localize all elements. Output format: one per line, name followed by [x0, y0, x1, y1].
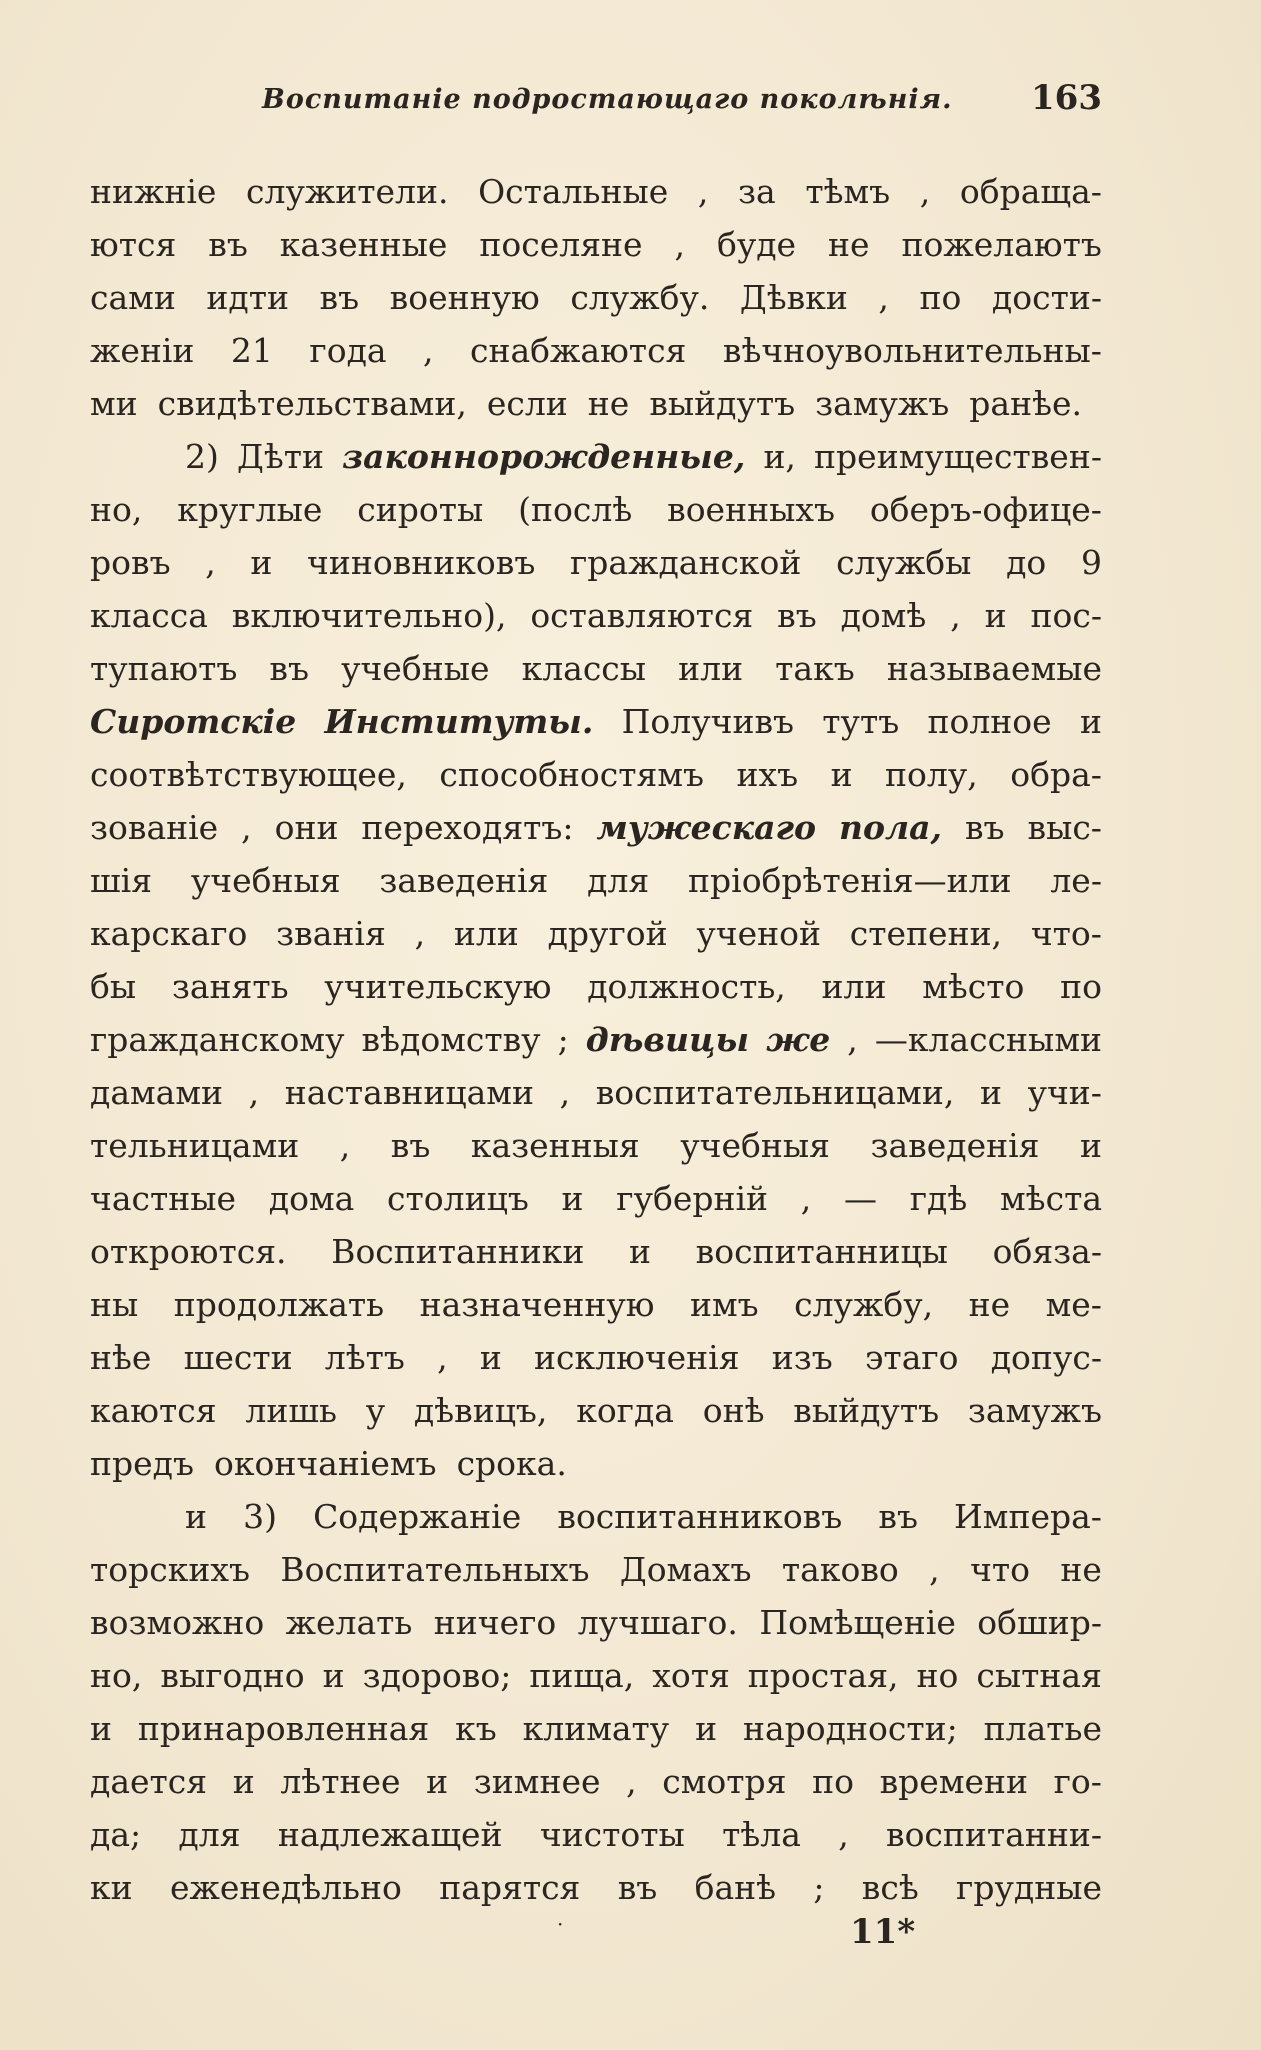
word: служители.	[246, 172, 449, 211]
word: частные	[90, 1179, 237, 1218]
word: ничего	[433, 1603, 557, 1642]
word: Содержанiе	[313, 1497, 522, 1536]
word: классы	[521, 649, 647, 688]
text-line	[90, 1437, 1102, 1490]
word: срока.	[456, 1444, 567, 1483]
word: къ	[455, 1709, 497, 1748]
word: всѣ	[861, 1868, 919, 1907]
word: дѣвицы	[585, 1020, 750, 1059]
word: переходятъ:	[361, 808, 574, 847]
word: по	[812, 1762, 854, 1801]
word: въ	[269, 649, 309, 688]
word: для	[587, 861, 650, 900]
word: желать	[285, 1603, 413, 1642]
word: онѣ	[702, 1391, 765, 1430]
word: не	[968, 1285, 1011, 1324]
word: дѣвицъ,	[413, 1391, 548, 1430]
word: предъ	[90, 1444, 194, 1483]
word: чиновниковъ	[307, 543, 536, 582]
word: должность,	[587, 967, 786, 1006]
word: лѣтъ	[324, 1338, 405, 1377]
text-line	[90, 1861, 1102, 1914]
word: ны	[90, 1285, 139, 1324]
word: столицъ	[387, 1179, 529, 1218]
word: ле-	[1050, 861, 1102, 900]
word: каются	[90, 1391, 217, 1430]
word: откроются.	[90, 1232, 287, 1271]
word: года	[309, 331, 387, 370]
text-line	[90, 1331, 1102, 1384]
text-line	[90, 642, 1102, 695]
text-line	[90, 748, 1102, 801]
word: и	[479, 1338, 502, 1377]
text-line	[90, 801, 1102, 854]
word: у	[365, 1391, 386, 1430]
word: службу.	[570, 278, 710, 317]
word: полное	[927, 702, 1052, 741]
text-line	[90, 1490, 1102, 1543]
word: выйдутъ	[793, 1391, 940, 1430]
word: банѣ	[694, 1868, 777, 1907]
word: сытная	[976, 1656, 1102, 1695]
word: зимнее	[473, 1762, 601, 1801]
word: чистоты	[539, 1815, 685, 1854]
text-line	[90, 271, 1102, 324]
page-header	[262, 78, 1102, 128]
word: круглые	[177, 490, 323, 529]
word: Импера-	[954, 1497, 1102, 1536]
word: и	[628, 1232, 651, 1271]
word: ровъ	[90, 543, 171, 582]
word: ются	[90, 225, 177, 264]
word: Получивъ	[621, 702, 795, 741]
word: нижнiе	[90, 172, 217, 211]
running-title: Воспитанiе подростающаго поколѣнiя.	[262, 84, 953, 115]
word: обраща-	[959, 172, 1102, 211]
word: лишь	[245, 1391, 337, 1430]
word: лучшаго.	[577, 1603, 738, 1642]
text-line	[90, 324, 1102, 377]
word: включительно),	[231, 596, 507, 635]
word: тельницами	[90, 1126, 300, 1165]
text-line	[90, 1808, 1102, 1861]
footer-dot: ·	[557, 1912, 564, 1936]
word: ,	[950, 596, 961, 635]
word: выйдутъ	[649, 384, 796, 423]
text-line	[90, 1172, 1102, 1225]
word: обяза-	[992, 1232, 1102, 1271]
word: тупаютъ	[90, 649, 238, 688]
word: и,	[763, 437, 796, 476]
word: соотвѣтствующее,	[90, 755, 407, 794]
word: ;	[557, 1020, 569, 1059]
word: что	[970, 1550, 1031, 1589]
word: замужъ	[967, 1391, 1102, 1430]
word: такъ	[775, 649, 855, 688]
word: въ	[964, 808, 1005, 847]
word: пожелаютъ	[901, 225, 1102, 264]
word: ,	[838, 1815, 849, 1854]
word: ,	[437, 1338, 448, 1377]
word: гражданскому	[90, 1020, 345, 1059]
word: 2)	[185, 437, 219, 476]
word: обшир-	[977, 1603, 1102, 1642]
word: другой	[547, 914, 668, 953]
word: народности;	[743, 1709, 958, 1748]
word: тѣла	[722, 1815, 801, 1854]
word: да;	[90, 1815, 142, 1854]
word: этаго	[864, 1338, 959, 1377]
text-line	[90, 1066, 1102, 1119]
word: но,	[90, 490, 143, 529]
word: сироты	[357, 490, 484, 529]
word: въ	[617, 1868, 658, 1907]
word: карскаго	[90, 914, 248, 953]
word: допус-	[990, 1338, 1102, 1377]
word: грудные	[956, 1868, 1102, 1907]
word: и	[984, 596, 1007, 635]
word: Институты.	[324, 702, 594, 741]
text-line	[90, 960, 1102, 1013]
text-line	[90, 854, 1102, 907]
word: простая,	[747, 1656, 899, 1695]
word: дамами	[90, 1073, 223, 1112]
text-line	[90, 1013, 1102, 1066]
word: зованiе	[90, 808, 219, 847]
word: въ	[878, 1497, 918, 1536]
word: еженедѣльно	[169, 1868, 402, 1907]
text-line	[90, 536, 1102, 589]
page-number: 163	[1031, 78, 1102, 118]
text-line	[90, 1119, 1102, 1172]
word: по	[919, 278, 962, 317]
word: выс-	[1027, 808, 1102, 847]
word: принаровленная	[137, 1709, 430, 1748]
text-line	[90, 695, 1102, 748]
word: если	[486, 384, 568, 423]
word: гражданской	[570, 543, 802, 582]
word: (послѣ	[518, 490, 633, 529]
word: но	[916, 1656, 959, 1695]
word: преимуществен-	[814, 437, 1102, 476]
word: изъ	[771, 1338, 833, 1377]
word: пола,	[839, 808, 943, 847]
word: и	[695, 1709, 718, 1748]
word: учебные	[341, 649, 490, 688]
word: Помѣщенiе	[759, 1603, 956, 1642]
word: оставляются	[530, 596, 754, 635]
text-line	[90, 1649, 1102, 1702]
text-line	[90, 1384, 1102, 1437]
word: мужескаго	[596, 808, 817, 847]
word: тѣмъ	[805, 172, 891, 211]
word: они	[274, 808, 339, 847]
word: Сиротскiе	[90, 702, 297, 741]
word: дается	[90, 1762, 208, 1801]
word: военныхъ	[667, 490, 835, 529]
word: за	[738, 172, 776, 211]
word: смотря	[662, 1762, 787, 1801]
word: или	[678, 649, 744, 688]
text-line	[90, 165, 1102, 218]
word: сами	[90, 278, 176, 317]
word: ,	[800, 1179, 812, 1218]
word: хотя	[652, 1656, 730, 1695]
word: и	[90, 1709, 112, 1748]
word: не	[587, 384, 630, 423]
word: Домахъ	[619, 1550, 752, 1589]
word: ,	[205, 543, 216, 582]
text-line	[90, 1278, 1102, 1331]
word: въ	[208, 225, 248, 264]
word: что-	[1030, 914, 1102, 953]
word: пища,	[529, 1656, 635, 1695]
word: тутъ	[822, 702, 900, 741]
word: го-	[1053, 1762, 1102, 1801]
word: и	[426, 1762, 449, 1801]
word: ;	[813, 1868, 825, 1907]
word: назначенную	[419, 1285, 655, 1324]
text-line	[90, 1543, 1102, 1596]
word: —	[844, 1179, 878, 1218]
word: Остальные	[478, 172, 669, 211]
word: —классными	[874, 1020, 1102, 1059]
text-line	[90, 377, 1102, 430]
word: наставницами	[284, 1073, 534, 1112]
word: вѣчноувольнительны-	[722, 331, 1102, 370]
word: мѣсто	[922, 967, 1025, 1006]
word: домѣ	[840, 596, 927, 635]
word: буде	[716, 225, 797, 264]
word: въ	[319, 278, 360, 317]
word: и	[1079, 702, 1102, 741]
word: законнорожденные,	[342, 437, 746, 476]
word: или	[821, 967, 887, 1006]
word: но,	[90, 1656, 143, 1695]
word: называемые	[886, 649, 1102, 688]
word: оберъ-офице-	[869, 490, 1102, 529]
word: казенные	[279, 225, 448, 264]
word: званiя	[276, 914, 386, 953]
word: мѣста	[1000, 1179, 1102, 1218]
word: Дѣти	[237, 437, 324, 476]
word: класса	[90, 596, 208, 635]
word: заведенiя	[379, 861, 549, 900]
text-line	[90, 589, 1102, 642]
word: свидѣтельствами,	[157, 384, 467, 423]
word: учебныя	[680, 1126, 830, 1165]
word: шести	[183, 1338, 293, 1377]
word: ,	[423, 331, 434, 370]
word: нѣе	[90, 1338, 152, 1377]
word: Воспитательныхъ	[280, 1550, 590, 1589]
word: выгодно	[160, 1656, 305, 1695]
word: въ	[777, 596, 817, 635]
word: ,	[919, 172, 931, 211]
word: ихъ	[736, 755, 799, 794]
word: 3)	[243, 1497, 277, 1536]
word: продолжать	[173, 1285, 385, 1324]
text-line	[90, 218, 1102, 271]
word: надлежащей	[277, 1815, 503, 1854]
word: степени,	[849, 914, 1003, 953]
word: здорово;	[362, 1656, 512, 1695]
word: поселяне	[479, 225, 643, 264]
word: способностямъ	[439, 755, 705, 794]
word: или	[453, 914, 519, 953]
word: ,	[929, 1550, 940, 1589]
word: ки	[90, 1868, 133, 1907]
text-line	[90, 907, 1102, 960]
word: не	[1060, 1550, 1102, 1589]
word: казенныя	[470, 1126, 640, 1165]
word: вѣдомству	[361, 1020, 541, 1059]
word: имъ	[689, 1285, 759, 1324]
word: гдѣ	[909, 1179, 968, 1218]
word: по	[1060, 967, 1102, 1006]
text-line	[90, 483, 1102, 536]
word: обра-	[1010, 755, 1102, 794]
word: пос-	[1030, 596, 1102, 635]
signature-mark: 11*	[850, 1912, 916, 1952]
word: парятся	[439, 1868, 581, 1907]
word: торскихъ	[90, 1550, 250, 1589]
word: ,	[674, 225, 685, 264]
word: платье	[983, 1709, 1102, 1748]
word: женiи	[90, 331, 195, 370]
body-text	[90, 165, 1102, 1914]
word: дости-	[991, 278, 1102, 317]
word: не	[828, 225, 870, 264]
word: дома	[268, 1179, 355, 1218]
word: воспитанницы	[695, 1232, 948, 1271]
word: идти	[206, 278, 289, 317]
word: ,	[248, 1073, 260, 1112]
word: воспитанни-	[885, 1815, 1102, 1854]
word: военную	[389, 278, 540, 317]
word: 21	[230, 331, 273, 370]
word: и	[979, 1073, 1002, 1112]
word: климату	[522, 1709, 670, 1748]
word: и	[1079, 1126, 1102, 1165]
word: службы	[836, 543, 972, 582]
word: ,	[339, 1126, 351, 1165]
word: до	[1006, 543, 1047, 582]
word: службу,	[794, 1285, 934, 1324]
word: и	[561, 1179, 584, 1218]
word: окончанiемъ	[213, 1444, 437, 1483]
text-line	[90, 1225, 1102, 1278]
word: и	[830, 755, 853, 794]
word: замужъ	[815, 384, 950, 423]
word: исключенiя	[534, 1338, 740, 1377]
word: Воспитанники	[331, 1232, 585, 1271]
word: ме-	[1045, 1285, 1102, 1324]
text-line	[90, 1702, 1102, 1755]
word: ,	[697, 172, 709, 211]
word: времени	[879, 1762, 1029, 1801]
text-line	[90, 1596, 1102, 1649]
word: воспитательницами,	[595, 1073, 955, 1112]
word: ,	[626, 1762, 637, 1801]
word: полу,	[885, 755, 978, 794]
word: ,	[414, 914, 426, 953]
word: таково	[781, 1550, 899, 1589]
word: и	[185, 1497, 207, 1536]
word: воспитанниковъ	[557, 1497, 843, 1536]
word: ученой	[696, 914, 821, 953]
word: 9	[1080, 543, 1102, 582]
text-line	[90, 1755, 1102, 1808]
word: когда	[576, 1391, 674, 1430]
word: ,	[241, 808, 252, 847]
word: и	[322, 1656, 345, 1695]
word: ,	[847, 1020, 858, 1059]
word: ранѣе.	[969, 384, 1082, 423]
word: прiобрѣтенiя—или	[688, 861, 1012, 900]
word: же	[766, 1020, 831, 1059]
word: ,	[559, 1073, 571, 1112]
word: Дѣвки	[739, 278, 848, 317]
word: занять	[171, 967, 289, 1006]
word: для	[178, 1815, 241, 1854]
text-line	[90, 430, 1102, 483]
word: учебныя	[190, 861, 341, 900]
word: ,	[878, 278, 889, 317]
word: лѣтнее	[280, 1762, 401, 1801]
word: учительскую	[324, 967, 552, 1006]
word: бы	[90, 967, 137, 1006]
word: ми	[90, 384, 138, 423]
word: губернiй	[616, 1179, 769, 1218]
word: шiя	[90, 861, 153, 900]
word: и	[232, 1762, 255, 1801]
word: учи-	[1027, 1073, 1102, 1112]
word: заведенiя	[870, 1126, 1040, 1165]
word: возможно	[90, 1603, 265, 1642]
word: снабжаются	[470, 331, 687, 370]
word: въ	[390, 1126, 431, 1165]
word: и	[250, 543, 273, 582]
